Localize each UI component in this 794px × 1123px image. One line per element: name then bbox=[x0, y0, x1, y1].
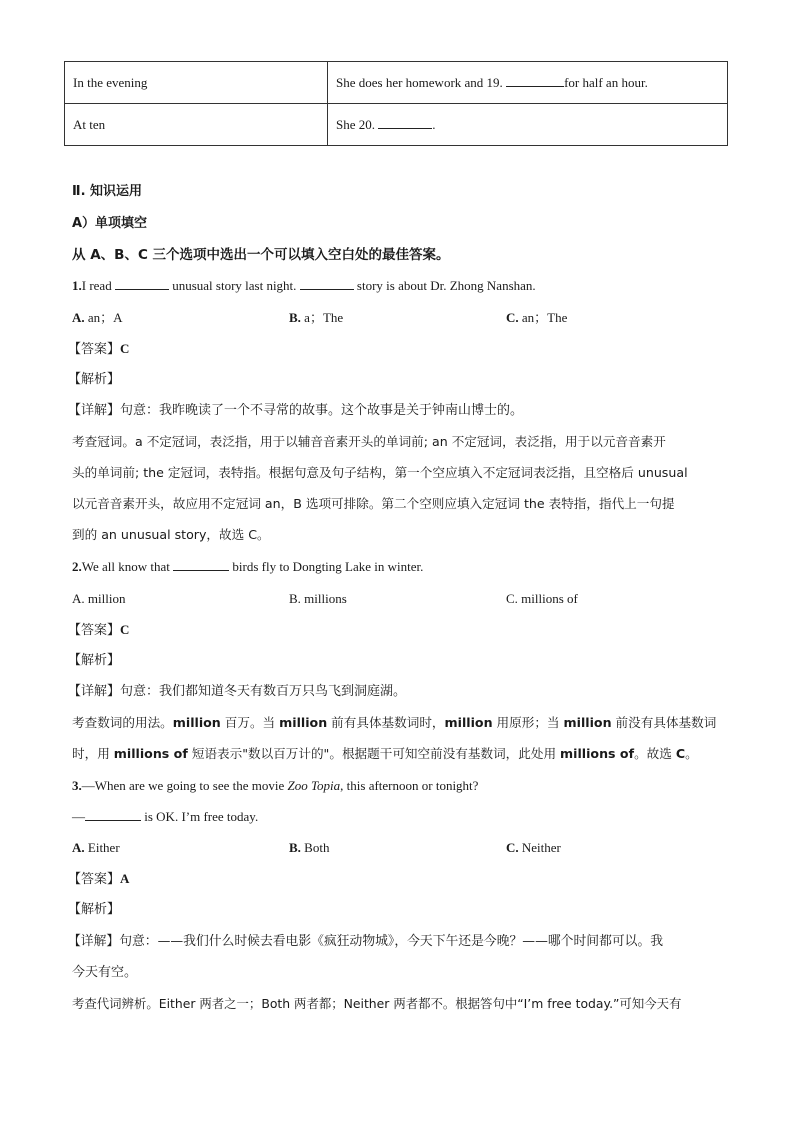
answer-blank bbox=[378, 116, 432, 129]
option-c: C. millions of bbox=[506, 591, 578, 606]
detail-line: 今天有空。 bbox=[72, 965, 138, 980]
table-row bbox=[65, 62, 728, 104]
explain-line: 考查数词的用法。million 百万。当 million 前有具体基数词时，million 用原形；当 million 前没有具体基数词 bbox=[72, 715, 717, 730]
time-cell: In the evening bbox=[65, 62, 328, 104]
detail-line: 【详解】句意：——我们什么时候去看电影《疯狂动物城》，今天下午还是今晚？——哪个时间都可以。我 bbox=[68, 934, 664, 949]
explain-line: 考查代词辨析。Either 两者之一；Both 两者都；Neither 两者都不。根据答句中“I’m free today.”可知今天有 bbox=[72, 996, 682, 1011]
option-b: B. a；The bbox=[289, 310, 344, 325]
answer-blank bbox=[85, 808, 141, 821]
option-a: A. million bbox=[72, 591, 126, 606]
question-2: 2.We all know that birds fly to Dongting Lake in winter. bbox=[72, 559, 424, 574]
detail-line: 【详解】句意：我昨晚读了一个不寻常的故事。这个故事是关于钟南山博士的。 bbox=[68, 403, 524, 418]
analysis-label: 【解析】 bbox=[68, 372, 121, 387]
option-c: C. an；The bbox=[506, 310, 568, 325]
option-a: A. Either bbox=[72, 840, 120, 855]
answer-blank bbox=[115, 277, 169, 290]
question-3: 3.—When are we going to see the movie Zoo Topia, this afternoon or tonight? bbox=[72, 778, 479, 793]
activity-cell: She does her homework and 19. for half an hour. bbox=[328, 62, 728, 104]
answer-blank bbox=[506, 74, 564, 87]
schedule-table bbox=[64, 61, 728, 146]
time-cell: At ten bbox=[65, 104, 328, 146]
instruction: 从 A、B、C 三个选项中选出一个可以填入空白处的最佳答案。 bbox=[72, 247, 450, 263]
analysis-label: 【解析】 bbox=[68, 653, 121, 668]
explain-line: 以元音音素开头，故应用不定冠词 an，B 选项可排除。第二个空则应填入定冠词 the 表特指，指代上一句提 bbox=[72, 496, 675, 511]
activity-cell: She 20. . bbox=[328, 104, 728, 146]
answer-line: 【答案】C bbox=[68, 622, 130, 638]
question-1: 1.I read unusual story last night. story is about Dr. Zhong Nanshan. bbox=[72, 278, 536, 293]
section-title: Ⅱ. 知识运用 bbox=[72, 184, 143, 199]
answer-blank bbox=[300, 277, 354, 290]
explain-line: 考查冠词。a 不定冠词，表泛指，用于以辅音音素开头的单词前; an 不定冠词，表泛指，用于以元音音素开 bbox=[72, 434, 666, 449]
question-3-reply: — is OK. I’m free today. bbox=[72, 809, 259, 824]
section-subtitle: A）单项填空 bbox=[72, 216, 148, 231]
explain-line: 头的单词前; the 定冠词，表特指。根据句意及句子结构，第一个空应填入不定冠词表泛指，且空格后 unusual bbox=[72, 465, 688, 480]
answer-line: 【答案】C bbox=[68, 341, 130, 357]
explain-line: 到的 an unusual story，故选 C。 bbox=[72, 527, 270, 542]
option-b: B. millions bbox=[289, 591, 347, 606]
table-row bbox=[65, 104, 728, 146]
analysis-label: 【解析】 bbox=[68, 902, 121, 917]
option-b: B. Both bbox=[289, 840, 330, 855]
detail-line: 【详解】句意：我们都知道冬天有数百万只鸟飞到洞庭湖。 bbox=[68, 684, 407, 699]
answer-blank bbox=[173, 558, 229, 571]
option-a: A. an；A bbox=[72, 310, 123, 325]
option-c: C. Neither bbox=[506, 840, 561, 855]
explain-line: 时，用 millions of 短语表示"数以百万计的"。根据题干可知空前没有基数词，此处用 millions of。故选 C。 bbox=[72, 746, 698, 761]
answer-line: 【答案】A bbox=[68, 871, 130, 887]
